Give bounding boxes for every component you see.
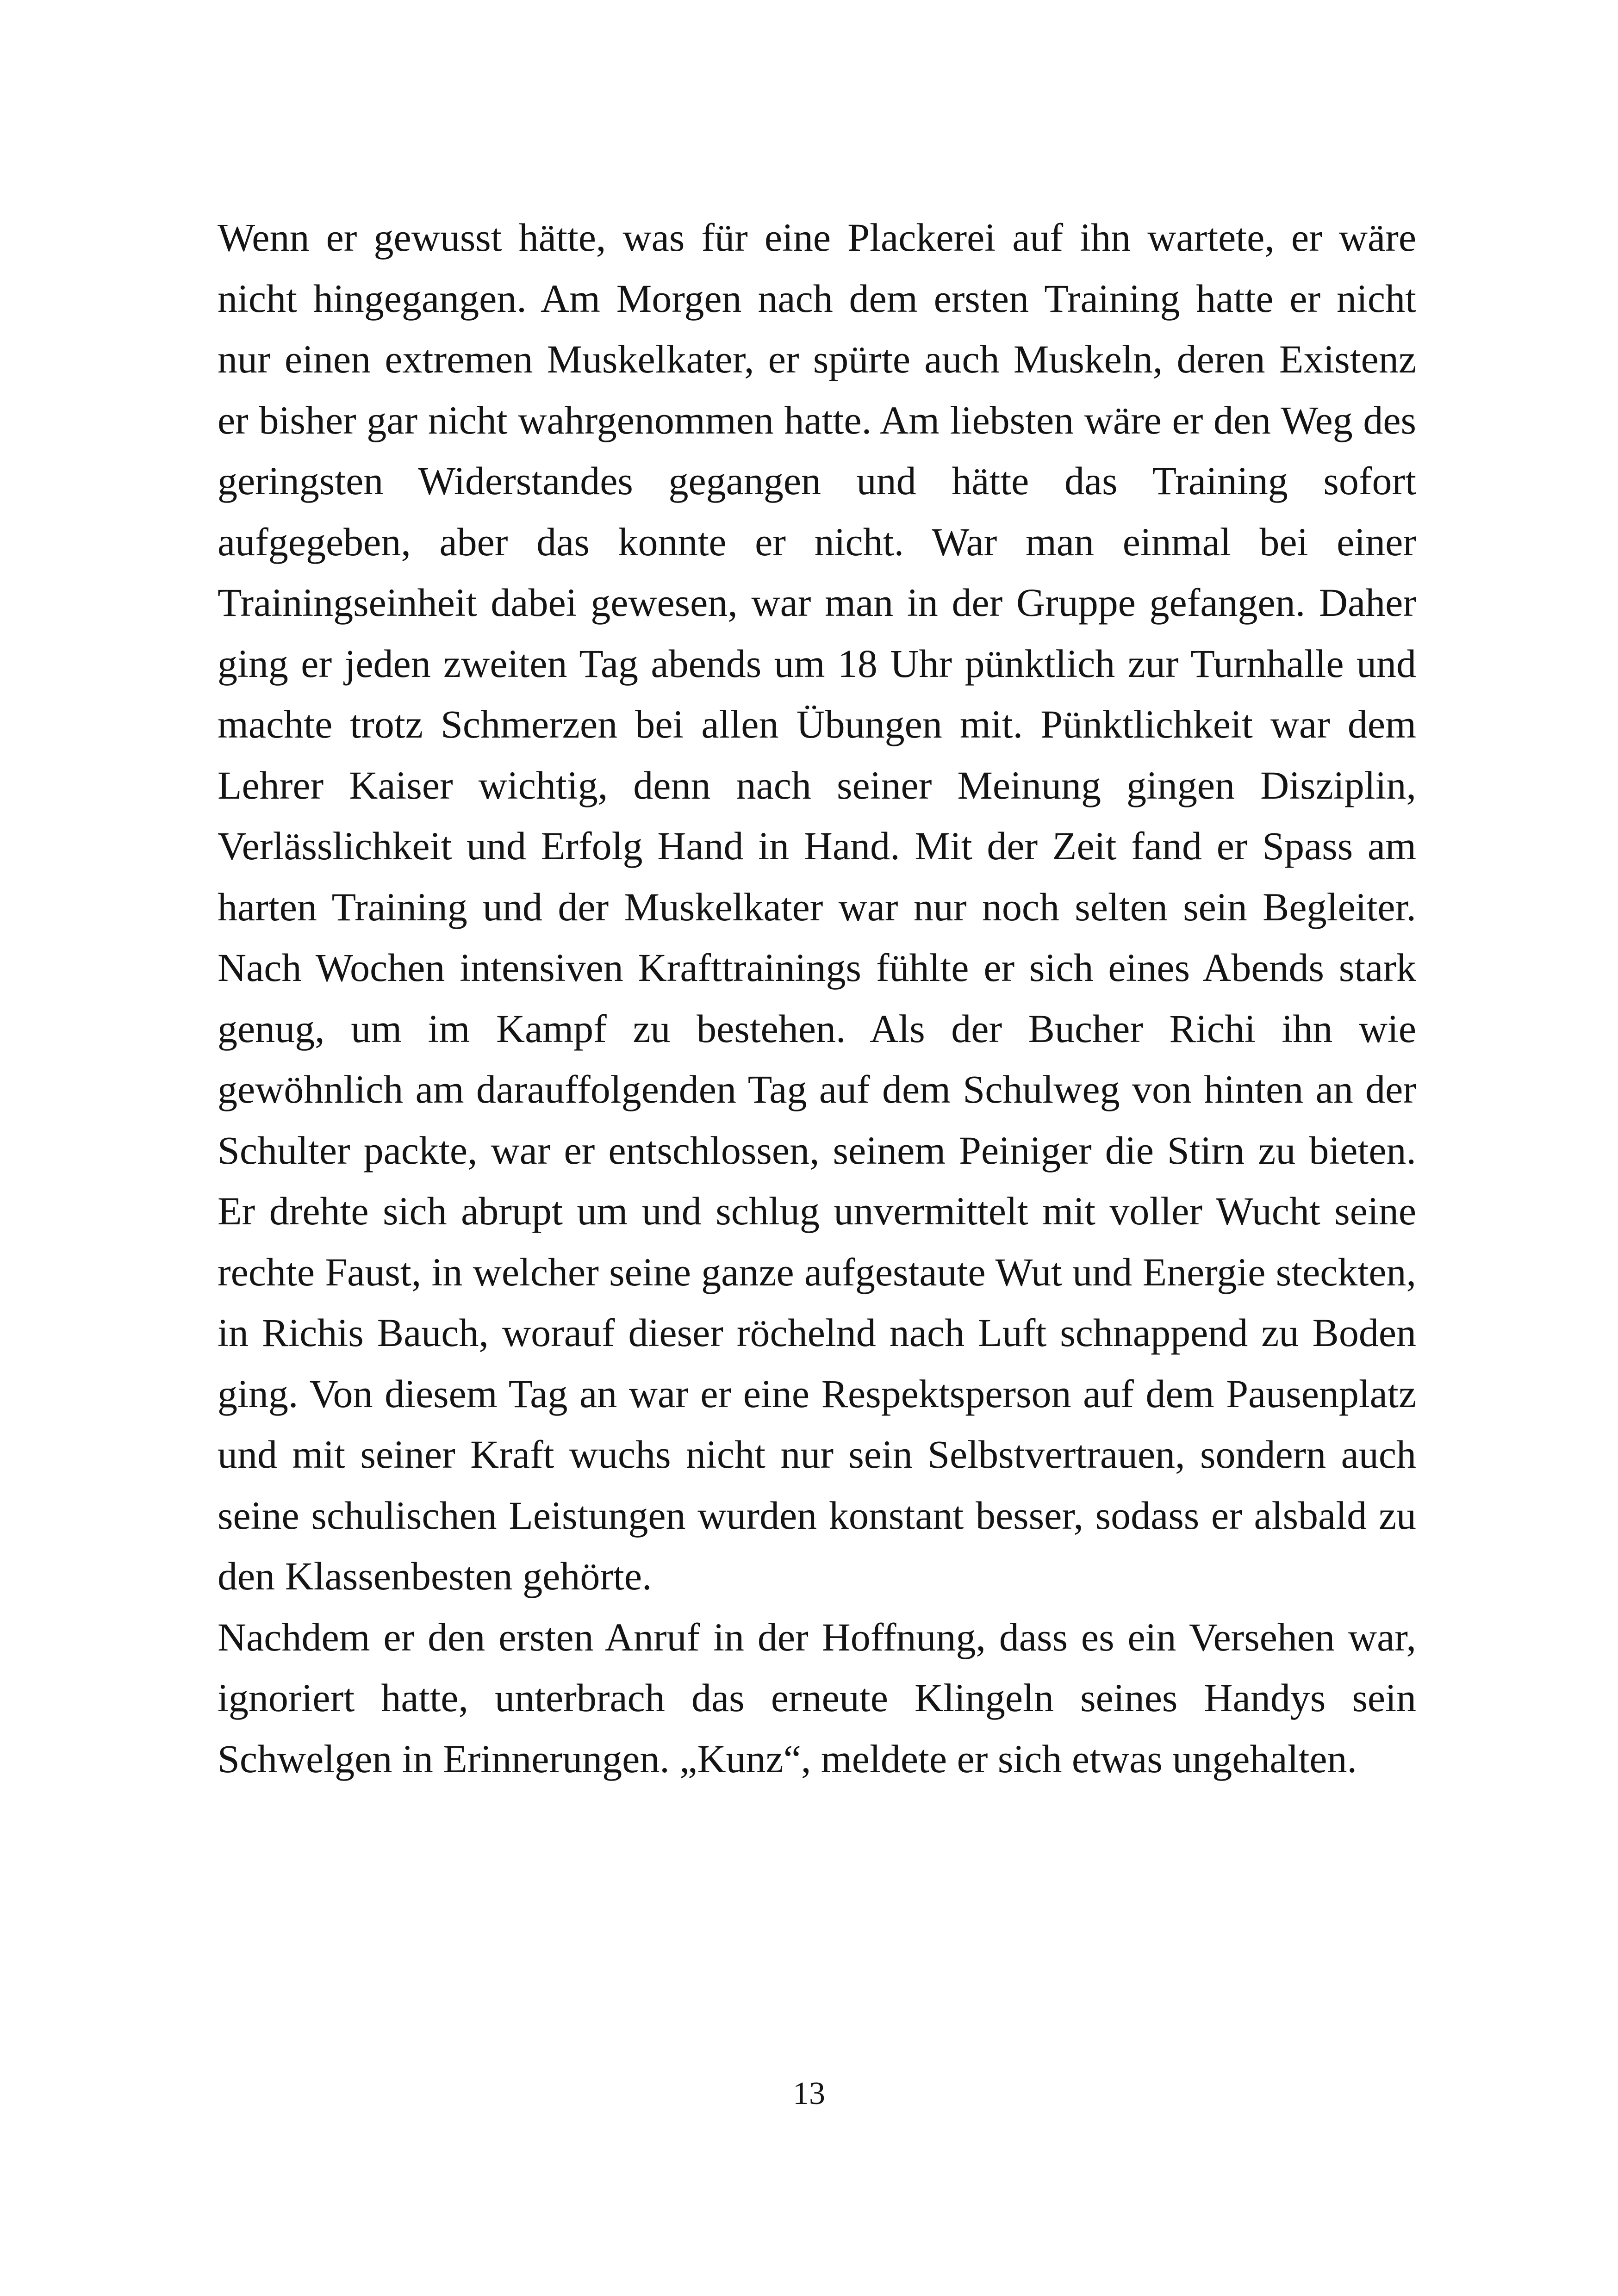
body-text: [218, 207, 1416, 1789]
page-number: 13: [793, 2076, 825, 2111]
paragraph-2: Nachdem er den ersten Anruf in der Hoffnung, dass es ein Versehen war, ignoriert hatte, unterbrach das erneute Klingeln seines Handys sein Schwelgen in Erinnerungen. „Kunz“, meldete er sich etwas ungehalten.: [218, 1614, 1416, 1781]
paragraph-1: Wenn er gewusst hätte, was für eine Plackerei auf ihn wartete, er wäre nicht hingegangen. Am Morgen nach dem ersten Training hatte er nicht nur einen extremen Muskelkater, er spürte auch Muskeln, deren Existenz er bisher gar nicht wahrgenommen hatte. Am liebsten wäre er den Weg des geringsten Widerstandes gegangen und hätte das Training sofort aufgegeben, aber das konnte er nicht. War man einmal bei einer Trainingseinheit dabei gewesen, war man in der Gruppe gefangen. Daher ging er jeden zweiten Tag abends um 18 Uhr pünktlich zur Turnhalle und machte trotz Schmerzen bei allen Übungen mit. Pünktlichkeit war dem Lehrer Kaiser wichtig, denn nach seiner Meinung gingen Disziplin, Verlässlichkeit und Erfolg Hand in Hand. Mit der Zeit fand er Spass am harten Training und der Muskelkater war nur noch selten sein Begleiter. Nach Wochen intensiven Krafttrainings fühlte er sich eines Abends stark genug, um im Kampf zu bestehen. Als der Bucher Richi ihn wie gewöhnlich am darauffolgenden Tag auf dem Schulweg von hinten an der Schulter packte, war er entschlossen, seinem Peiniger die Stirn zu bieten. Er drehte sich abrupt um und schlug unvermittelt mit voller Wucht seine rechte Faust, in welcher seine ganze aufgestaute Wut und Energie steckten, in Richis Bauch, worauf dieser röchelnd nach Luft schnappend zu Boden ging. Von diesem Tag an war er eine Respektsperson auf dem Pausenplatz und mit seiner Kraft wuchs nicht nur sein Selbstvertrauen, sondern auch seine schulischen Leistungen wurden konstant besser, sodass er alsbald zu den Klassenbesten gehörte.: [218, 215, 1416, 1598]
